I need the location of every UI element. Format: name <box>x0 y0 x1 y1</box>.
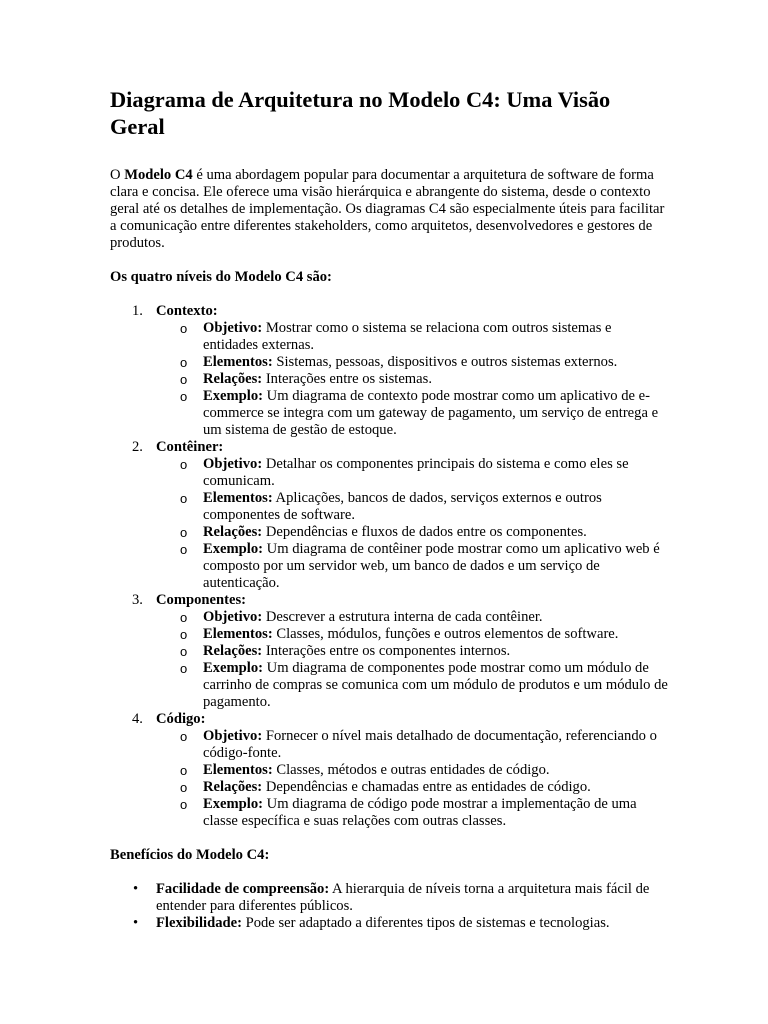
item-text: Um diagrama de contêiner pode mostrar como um aplicativo web é composto por um servidor web, um banco de dados e um serviço de autenticação. <box>203 541 660 591</box>
item-text: Interações entre os componentes internos. <box>262 643 511 659</box>
intro-text: é uma abordagem popular para documentar a arquitetura de software de forma clara e concisa. Ele oferece uma visão hierárquica e abrangente do sistema, desde o contexto geral até os detalhes de implementação. Os diagramas C4 são especialmente úteis para facilitar a comunicação entre diferentes stakeholders, como arquitetos, desenvolvedores e gestores de produtos. <box>110 167 665 251</box>
sublist-item <box>180 762 668 779</box>
item-text: Dependências e fluxos de dados entre os componentes. <box>262 524 587 540</box>
item-term: Elementos: <box>203 354 273 370</box>
level-title: Componentes: <box>156 592 246 608</box>
item-term: Objetivo: <box>203 609 263 625</box>
sub-bullet: o <box>180 763 188 778</box>
item-term: Relações: <box>203 643 263 659</box>
sub-bullet: o <box>180 457 188 472</box>
level-title: Contexto: <box>156 303 218 319</box>
item-text: Descrever a estrutura interna de cada contêiner. <box>262 609 543 625</box>
item-text: Fornecer o nível mais detalhado de documentação, referenciando o código-fonte. <box>203 728 657 761</box>
sub-bullet: o <box>180 610 188 625</box>
benefits-list <box>110 881 668 932</box>
item-text: Detalhar os componentes principais do sistema e como eles se comunicam. <box>203 456 629 489</box>
item-term: Exemplo: <box>203 541 263 557</box>
sublist-item <box>180 354 668 371</box>
item-text: Um diagrama de componentes pode mostrar como um módulo de carrinho de compras se comunica com um módulo de produtos e um módulo de pagamento. <box>203 660 668 710</box>
sublist-item <box>180 609 668 626</box>
level-item <box>110 711 668 830</box>
level-sublist <box>156 609 668 711</box>
sub-bullet: o <box>180 355 188 370</box>
sub-bullet: o <box>180 644 188 659</box>
level-sublist <box>156 320 668 439</box>
item-text: Dependências e chamadas entre as entidades de código. <box>262 779 591 795</box>
benefit-term: Flexibilidade: <box>156 915 242 931</box>
benefit-term: Facilidade de compreensão: <box>156 881 330 897</box>
benefit-text: A hierarquia de níveis torna a arquitetura mais fácil de entender para diferentes públicos. <box>156 881 650 914</box>
sub-bullet: o <box>180 372 188 387</box>
sub-bullet: o <box>180 729 188 744</box>
sublist-item <box>180 541 668 592</box>
sub-bullet: o <box>180 389 188 404</box>
item-text: Um diagrama de código pode mostrar a implementação de uma classe específica e suas relações com outras classes. <box>203 796 637 829</box>
benefits-heading: Benefícios do Modelo C4: <box>110 847 270 863</box>
level-item <box>110 592 668 711</box>
benefit-text: Pode ser adaptado a diferentes tipos de sistemas e tecnologias. <box>241 915 610 931</box>
sub-bullet: o <box>180 542 188 557</box>
item-text: Classes, métodos e outras entidades de código. <box>272 762 550 778</box>
sublist-item <box>180 643 668 660</box>
sublist-item <box>180 320 668 354</box>
intro-bold-term: Modelo C4 <box>124 167 193 183</box>
level-item <box>110 439 668 592</box>
sublist-item <box>180 626 668 643</box>
sublist-item <box>180 388 668 439</box>
item-term: Exemplo: <box>203 796 263 812</box>
item-text: Interações entre os sistemas. <box>262 371 432 387</box>
level-number: 4. <box>132 711 143 727</box>
item-term: Exemplo: <box>203 388 263 404</box>
bullet-dot: • <box>133 881 139 897</box>
level-number: 2. <box>132 439 143 455</box>
sublist-item <box>180 779 668 796</box>
level-number: 3. <box>132 592 143 608</box>
sub-bullet: o <box>180 780 188 795</box>
levels-heading: Os quatro níveis do Modelo C4 são: <box>110 269 332 285</box>
level-sublist <box>156 728 668 830</box>
sub-bullet: o <box>180 661 188 676</box>
sublist-item <box>180 371 668 388</box>
intro-paragraph <box>110 167 668 252</box>
bullet-dot: • <box>133 915 139 931</box>
level-item <box>110 303 668 439</box>
item-term: Elementos: <box>203 490 273 506</box>
level-sublist <box>156 456 668 592</box>
levels-list <box>110 303 668 830</box>
level-title: Código: <box>156 711 206 727</box>
item-text: Sistemas, pessoas, dispositivos e outros sistemas externos. <box>272 354 618 370</box>
item-text: Aplicações, bancos de dados, serviços externos e outros componentes de software. <box>203 490 602 523</box>
level-number: 1. <box>132 303 143 319</box>
level-title: Contêiner: <box>156 439 224 455</box>
item-term: Relações: <box>203 779 263 795</box>
document-title: Diagrama de Arquitetura no Modelo C4: Uma Visão Geral <box>110 87 611 139</box>
sub-bullet: o <box>180 797 188 812</box>
sublist-item <box>180 524 668 541</box>
sub-bullet: o <box>180 525 188 540</box>
item-term: Elementos: <box>203 626 273 642</box>
sublist-item <box>180 490 668 524</box>
sub-bullet: o <box>180 321 188 336</box>
sub-bullet: o <box>180 491 188 506</box>
item-text: Classes, módulos, funções e outros elementos de software. <box>272 626 619 642</box>
item-term: Objetivo: <box>203 728 263 744</box>
intro-prefix: O <box>110 167 125 183</box>
item-term: Objetivo: <box>203 456 263 472</box>
benefit-item <box>133 881 668 915</box>
sublist-item <box>180 456 668 490</box>
benefit-item <box>133 915 668 932</box>
item-term: Objetivo: <box>203 320 263 336</box>
sub-bullet: o <box>180 627 188 642</box>
item-term: Relações: <box>203 371 263 387</box>
item-term: Relações: <box>203 524 263 540</box>
item-text: Um diagrama de contexto pode mostrar como um aplicativo de e-commerce se integra com um gateway de pagamento, um serviço de entrega e um sistema de gestão de estoque. <box>203 388 659 438</box>
item-term: Exemplo: <box>203 660 263 676</box>
sublist-item <box>180 796 668 830</box>
item-text: Mostrar como o sistema se relaciona com outros sistemas e entidades externas. <box>203 320 612 353</box>
sublist-item <box>180 660 668 711</box>
item-term: Elementos: <box>203 762 273 778</box>
sublist-item <box>180 728 668 762</box>
